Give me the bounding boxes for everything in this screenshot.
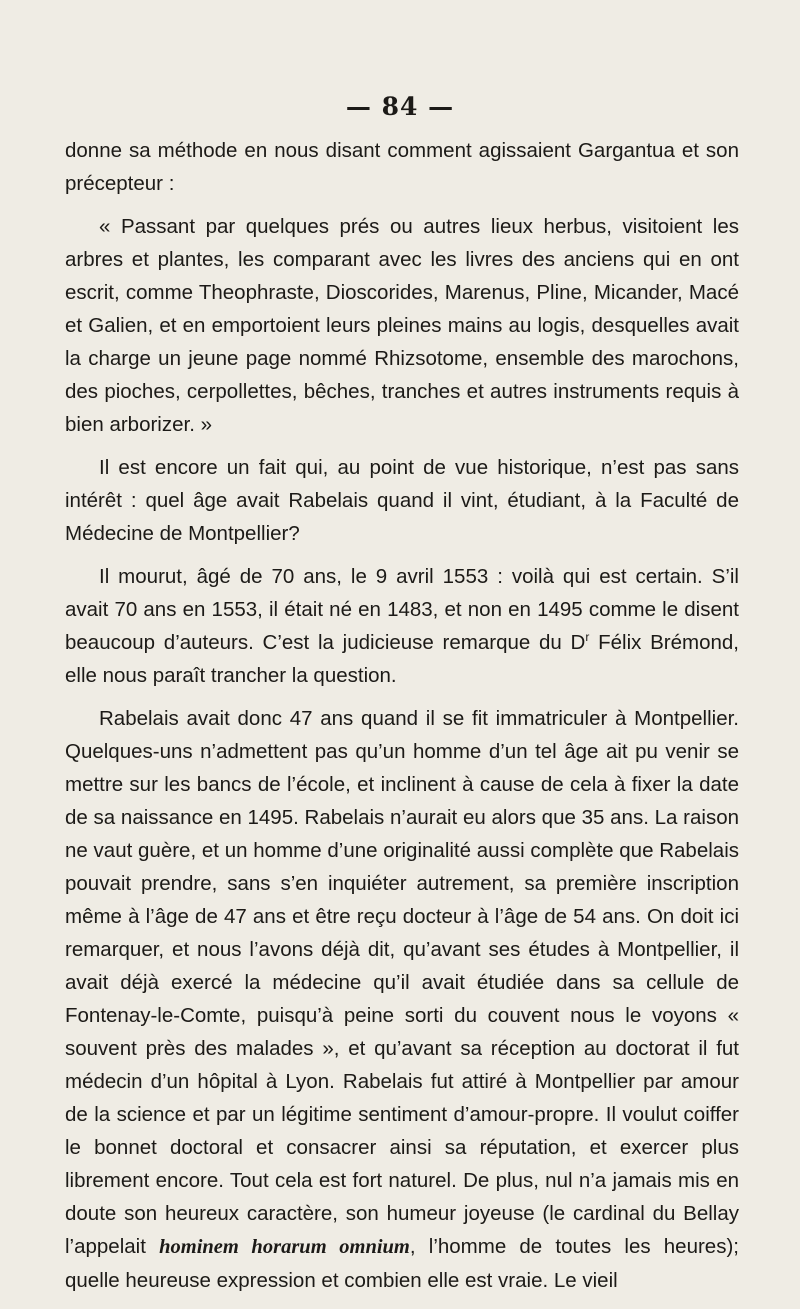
body-text	[65, 134, 739, 1297]
latin-phrase: hominem horarum omnium	[159, 1236, 410, 1258]
paragraph-4-text-b: Félix Brémond, elle nous paraît trancher la question.	[65, 631, 739, 687]
paragraph-1: donne sa méthode en nous disant comment agissaient Gargantua et son précepteur :	[65, 139, 739, 195]
paragraph-4-text-a: Il mourut, âgé de 70 ans, le 9 avril 1553 : voilà qui est certain. S’il avait 70 ans en 1553, il était né en 1483, et non en 1495 comme le disent beaucoup d’auteurs. C’est la judicieuse remarque du D	[65, 565, 739, 654]
paragraph-2-quotation: « Passant par quelques prés ou autres lieux herbus, visitoient les arbres et plantes, les comparant avec les livres des anciens qui en ont escrit, comme Theophraste, Dioscorides, Marenus, Pline, Micander, Macé et Galien, et en emportoient leurs pleines mains au logis, desquelles avait la charge un jeune page nommé Rhizsotome, ensemble des marochons, des pioches, cerpollettes, bêches, tranches et autres instruments requis à bien arborizer. »	[65, 215, 739, 436]
paragraph-5-text-a: Rabelais avait donc 47 ans quand il se fit immatriculer à Montpellier. Quelques-uns n’admettent pas qu’un homme d’un tel âge ait pu venir se mettre sur les bancs de l’école, et inclinent à cause de cela à fixer la date de sa naissance en 1495. Rabelais n’aurait eu alors que 35 ans. La raison ne vaut guère, et un homme d’une originalité aussi complète que Rabelais pouvait prendre, sans s’en inquiéter autrement, sa première inscription même à l’âge de 47 ans et être reçu docteur à l’âge de 54 ans. On doit ici remarquer, et nous l’avons déjà dit, qu’avant ses études à Montpellier, il avait déjà exercé la médecine qu’il avait étudiée dans sa cellule de Fontenay-le-Comte, puisqu’à peine sorti du couvent nous le voyons « souvent près des malades », et qu’avant sa réception au doctorat il fut médecin d’un hôpital à Lyon. Rabelais fut attiré à Montpellier par amour de la science et par un légitime sentiment d’amour-propre. Il voulut coiffer le bonnet doctoral et consacrer ainsi sa réputation, et exercer plus librement encore. Tout cela est fort naturel. De plus, nul n’a jamais mis en doute son heureux caractère, son humeur joyeuse (le cardinal du Bellay l’appelait	[65, 707, 739, 1258]
page-number: — 84 —	[345, 92, 455, 121]
paragraph-3: Il est encore un fait qui, au point de vue historique, n’est pas sans intérêt : quel âge avait Rabelais quand il vint, étudiant, à la Faculté de Médecine de Montpellier?	[65, 456, 739, 545]
paragraph-5-text-b: , l’homme de toutes les heures); quelle heureuse expression et combien elle est vraie. Le vieil	[65, 1235, 739, 1292]
paragraph-5	[65, 702, 739, 1297]
paragraph-4	[65, 560, 739, 692]
doctor-abbrev-superscript: r	[585, 630, 590, 645]
